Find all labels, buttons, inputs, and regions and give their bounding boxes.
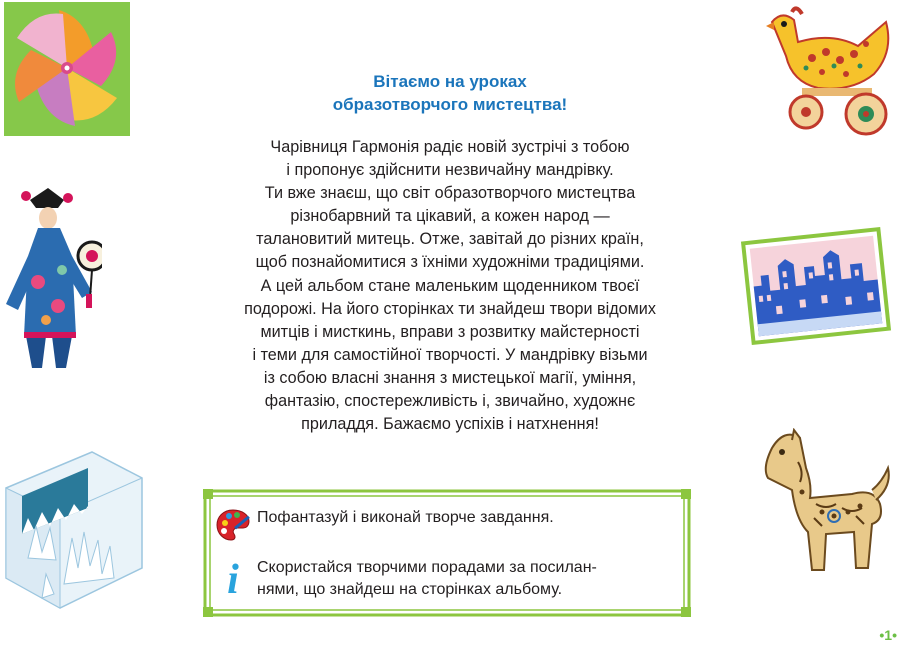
intro-line: приладдя. Бажаємо успіхів і натхнення! bbox=[301, 415, 599, 434]
info-glyph: i bbox=[227, 557, 239, 597]
title-line-1: Вітаємо на уроках bbox=[373, 72, 527, 91]
page-title bbox=[240, 70, 660, 116]
ceramic-horse-image bbox=[756, 428, 896, 578]
legend-task-text: Пофантазуй і виконай творче завдання. bbox=[257, 509, 554, 526]
intro-line: із собою власні знання з мистецької магії, уміння, bbox=[263, 368, 637, 387]
intro-line: фантазію, спостережливість і, звичайно, художнє bbox=[264, 392, 636, 411]
title-line-2: образотворчого мистецтва! bbox=[332, 95, 568, 114]
page-number: •1• bbox=[879, 627, 897, 643]
intro-line: різнобарвний та цікавий, а кожен народ — bbox=[290, 207, 610, 226]
intro-line: Ти вже знаєш, що світ образотворчого мистецтва bbox=[264, 184, 636, 203]
legend-info-text-2: нями, що знайдеш на сторінках альбому. bbox=[257, 581, 563, 598]
legend-box bbox=[203, 489, 691, 617]
city-painting-image bbox=[740, 226, 892, 346]
intro-line: талановитий митець. Отже, завітай до різних країн, bbox=[256, 230, 644, 249]
intro-line: і пропонує здійснити незвичайну мандрівку. bbox=[286, 161, 614, 180]
info-icon bbox=[215, 557, 251, 597]
paper-diorama-image bbox=[2, 448, 150, 618]
intro-paragraph bbox=[190, 136, 710, 436]
intro-line: щоб познайомитися з їхніми художніми традиціями. bbox=[255, 253, 645, 272]
intro-line: і теми для самостійної творчості. У мандрівку візьми bbox=[252, 345, 648, 364]
intro-line: митців і мисткинь, вправи з розвитку майстерності bbox=[260, 322, 640, 341]
pinwheel-image bbox=[4, 2, 130, 136]
intro-line: Чарівниця Гармонія радіє новій зустрічі з тобою bbox=[270, 138, 630, 156]
shadow-puppet-image bbox=[2, 186, 102, 376]
intro-line: подорожі. На його сторінках ти знайдеш твори відомих bbox=[244, 299, 656, 318]
folk-toy-bird-image bbox=[762, 2, 900, 138]
legend-info-text-1: Скористайся творчими порадами за посилан- bbox=[257, 559, 597, 576]
palette-icon bbox=[215, 507, 251, 543]
legend-row-info bbox=[215, 557, 597, 601]
legend-row-task bbox=[215, 507, 554, 543]
intro-line: А цей альбом стане маленьким щоденником твоєї bbox=[260, 276, 640, 295]
